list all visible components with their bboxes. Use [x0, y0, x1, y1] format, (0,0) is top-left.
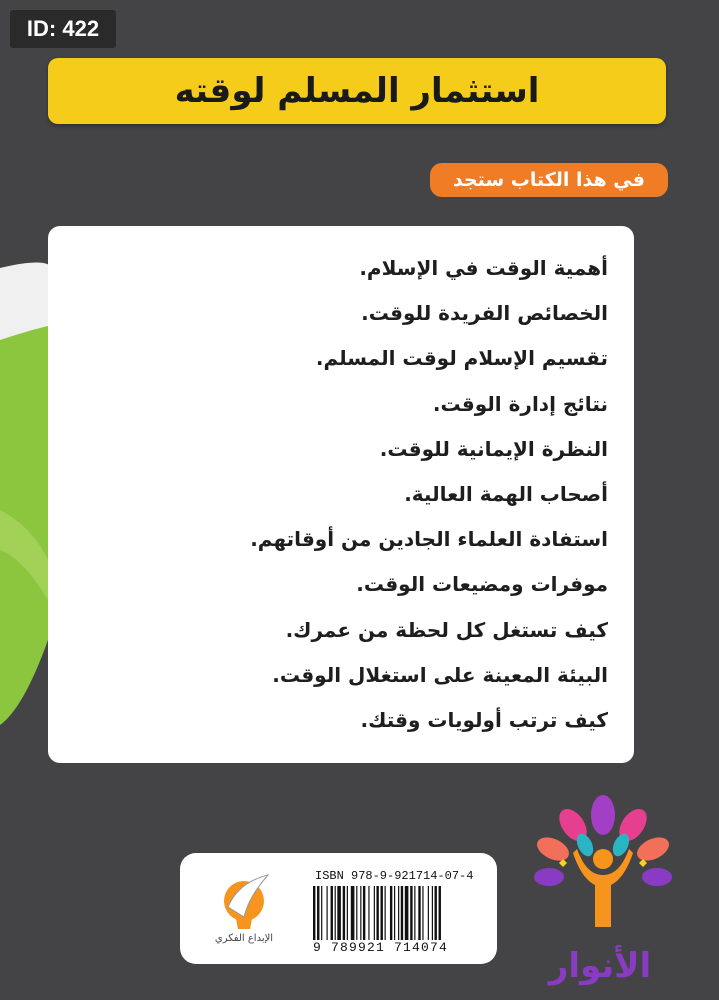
barcode-bar: [313, 886, 315, 940]
book-title: استثمار المسلم لوقته: [174, 71, 540, 111]
list-item: تقسيم الإسلام لوقت المسلم.: [315, 346, 608, 371]
topics-list: [48, 226, 634, 743]
barcode-bar: [317, 886, 319, 940]
barcode-bar: [360, 886, 361, 940]
barcode-bar: [398, 886, 399, 940]
barcode-bar: [351, 886, 355, 940]
list-item: موفرات ومضيعات الوقت.: [356, 572, 608, 597]
barcode-bar: [414, 886, 415, 940]
barcode-bar: [381, 886, 383, 940]
barcode-bar: [385, 886, 386, 940]
barcode-bar: [376, 886, 378, 940]
barcode-bar: [432, 886, 433, 940]
barcode-bar: [418, 886, 420, 940]
isbn-box: [180, 853, 497, 964]
barcode-bar: [435, 886, 437, 940]
barcode-bar: [331, 886, 333, 940]
brand-name: الأنوار: [548, 946, 652, 986]
list-item: البيئة المعينة على استغلال الوقت.: [272, 662, 608, 687]
list-item: النظرة الإيمانية للوقت.: [379, 436, 608, 461]
list-item: كيف تستغل كل لحظة من عمرك.: [285, 617, 608, 642]
barcode-bar: [337, 886, 341, 940]
tree-logo-icon: [528, 795, 678, 945]
barcode-bar: [422, 886, 423, 940]
list-item: أصحاب الهمة العالية.: [404, 481, 608, 506]
list-item: الخصائص الفريدة للوقت.: [361, 301, 608, 326]
title-bar: [48, 58, 666, 124]
isbn-label: ISBN 978-9-921714-07-4: [315, 869, 474, 883]
barcode-bar: [439, 886, 441, 940]
barcode-bar: [327, 886, 328, 940]
barcode-bar: [368, 886, 369, 940]
barcode-digits: 9 789921 714074: [313, 940, 449, 955]
barcode-bar: [374, 886, 375, 940]
subtitle-pill: [430, 163, 668, 197]
publisher-name: الإبداع الفكري: [214, 933, 274, 944]
barcode-bar: [428, 886, 429, 940]
barcode-bar: [390, 886, 392, 940]
barcode-bar: [347, 886, 348, 940]
barcode-bar: [335, 886, 336, 940]
barcode-bar: [401, 886, 403, 940]
topics-card: [48, 226, 634, 763]
barcode-bar: [343, 886, 345, 940]
list-item: نتائج إدارة الوقت.: [432, 391, 608, 416]
list-item: أهمية الوقت في الإسلام.: [359, 256, 608, 280]
barcode-bar: [405, 886, 409, 940]
barcode-bar: [363, 886, 365, 940]
barcode-bar: [410, 886, 412, 940]
subtitle-label: في هذا الكتاب ستجد: [453, 169, 645, 191]
list-item: استفادة العلماء الجادين من أوقاتهم.: [250, 527, 608, 552]
barcode-bar: [356, 886, 357, 940]
id-badge: ID: 422: [10, 10, 116, 48]
list-item: كيف ترتب أولويات وقتك.: [360, 707, 608, 732]
barcode-bar: [321, 886, 322, 940]
barcode-icon: [313, 886, 481, 940]
barcode-bar: [394, 886, 395, 940]
